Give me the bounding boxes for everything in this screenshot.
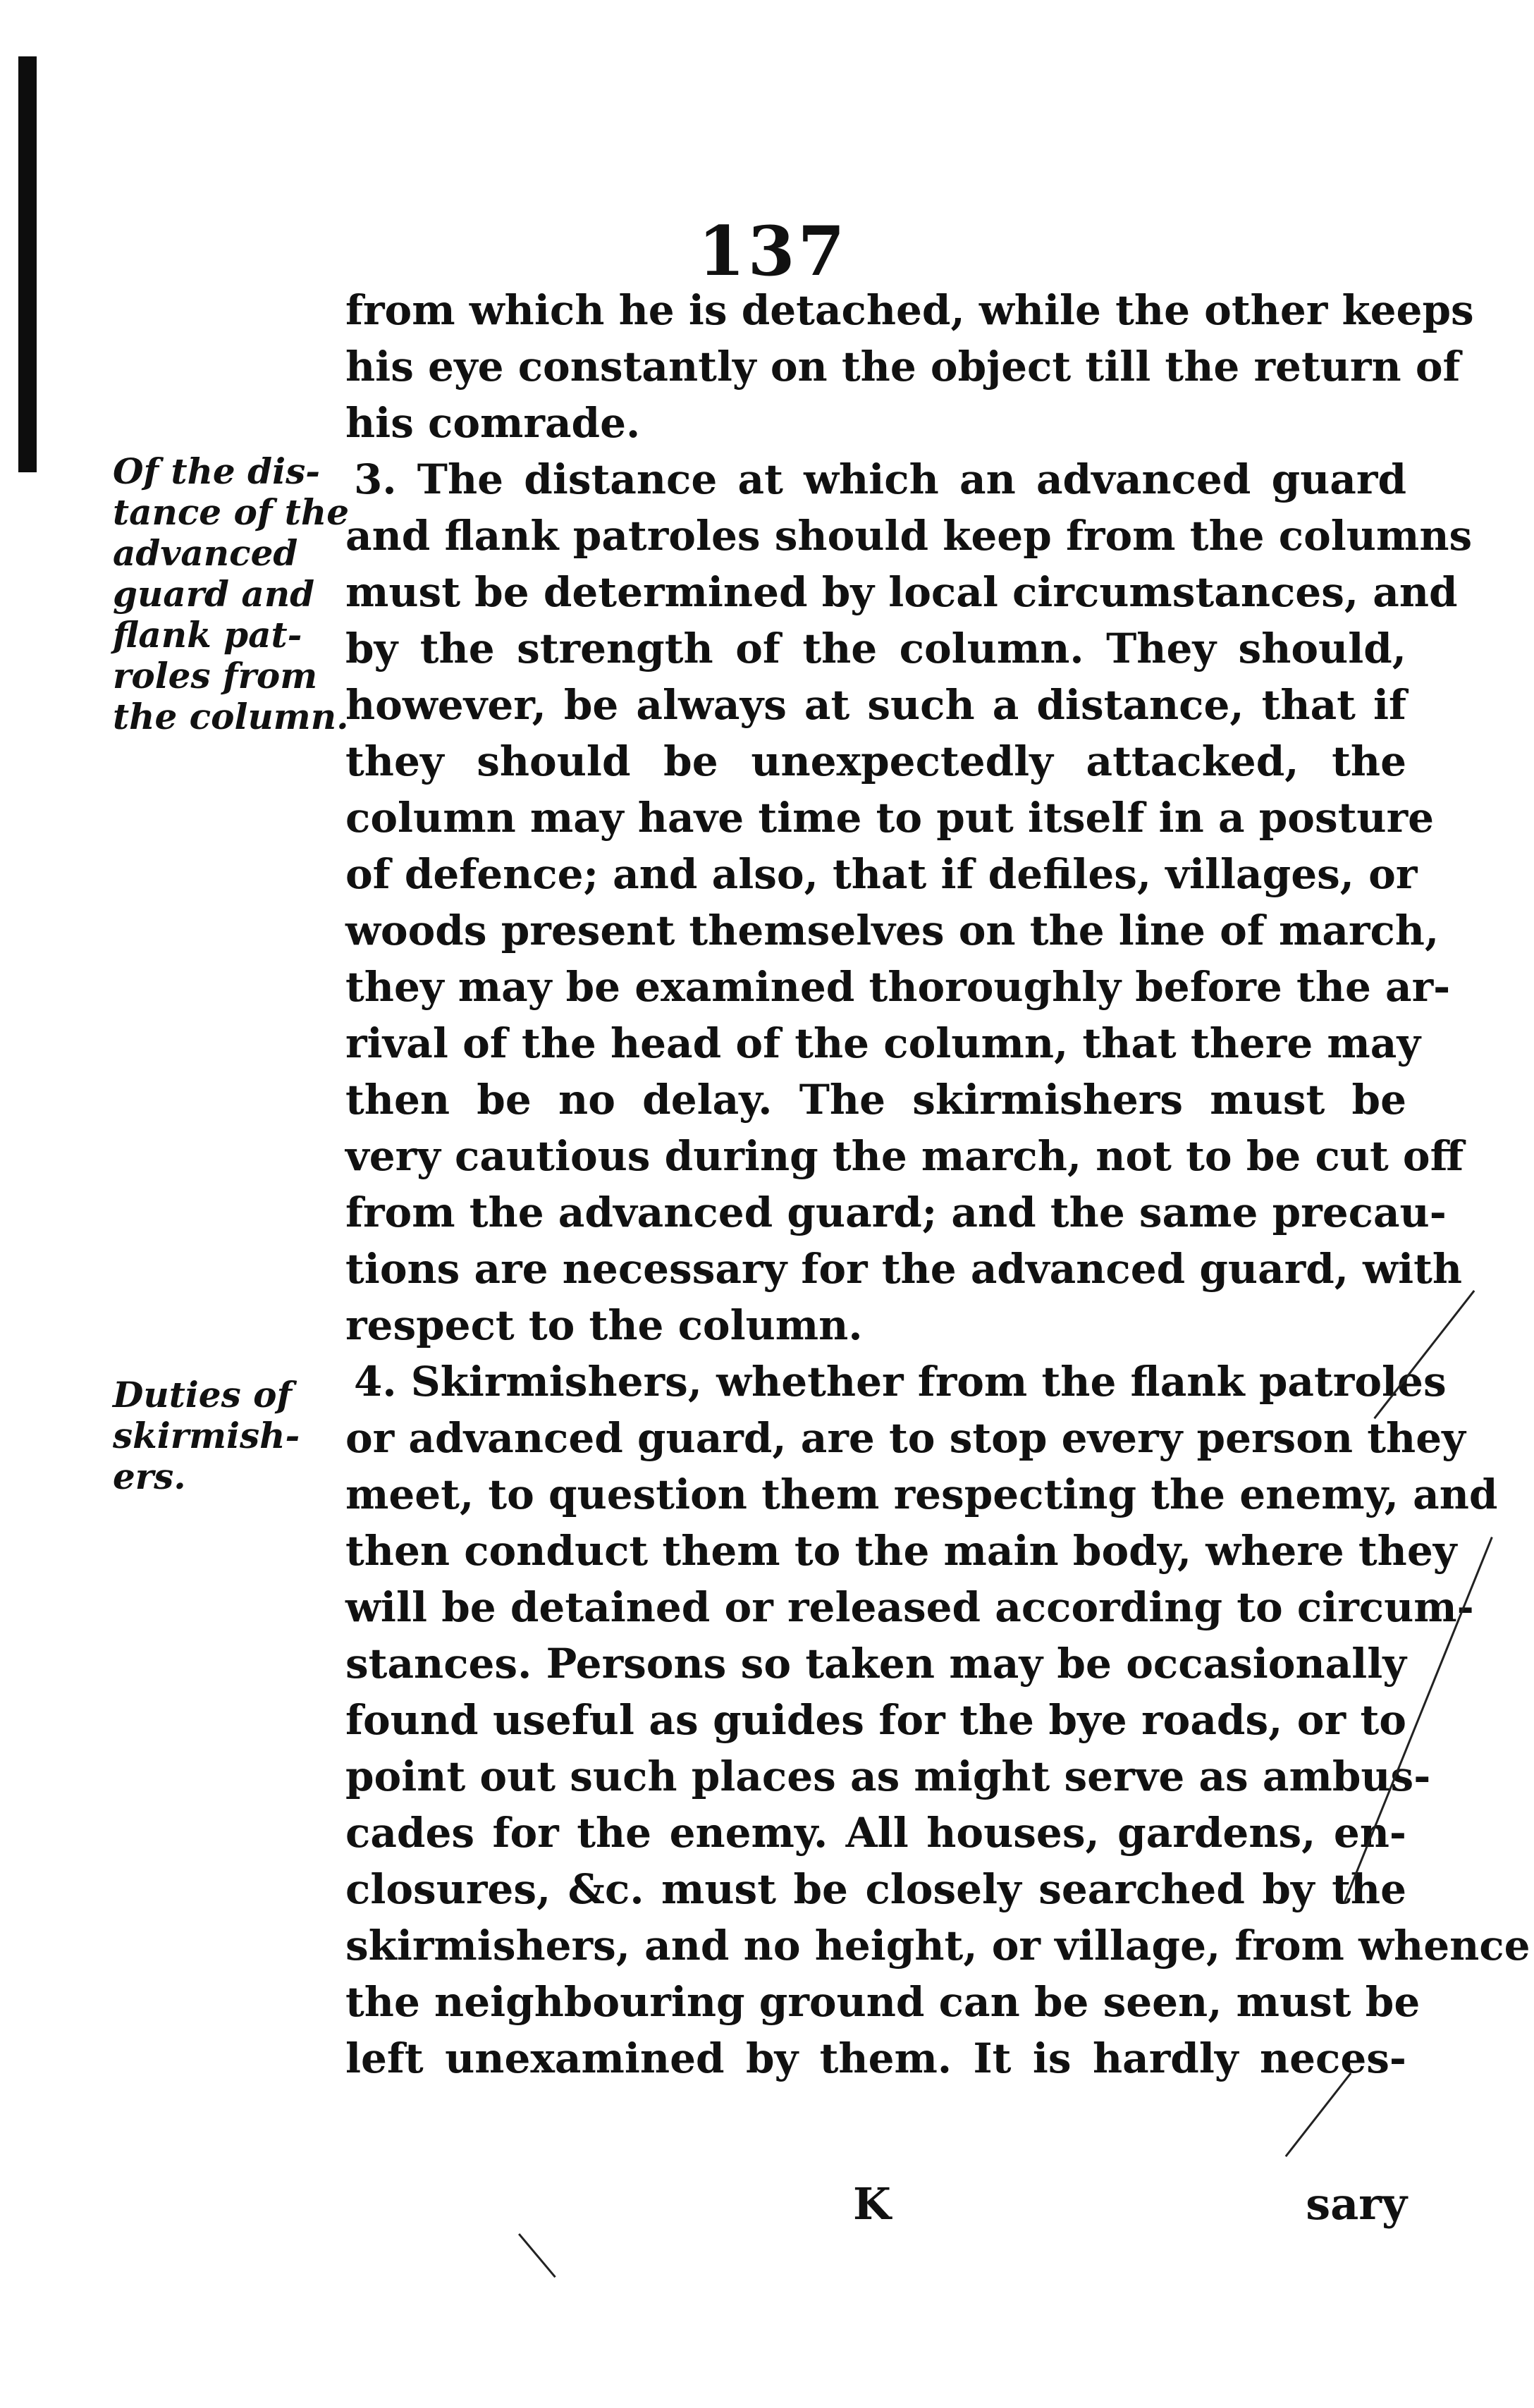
text-line: meet, to question them respecting the enemy, and bbox=[345, 1470, 1498, 1518]
text-line: they should be unexpectedly attacked, the bbox=[345, 737, 1406, 785]
margin-note-line: tance of the bbox=[113, 491, 350, 533]
text-line: woods present themselves on the line of march, bbox=[345, 907, 1440, 954]
margin-note-distance bbox=[113, 451, 349, 737]
margin-note-line: guard and bbox=[113, 573, 315, 615]
margin-note-line: ers. bbox=[113, 1456, 186, 1497]
text-line: by the strength of the column. They should, bbox=[345, 625, 1406, 672]
catchword: sary bbox=[1306, 2178, 1407, 2230]
text-line: however, be always at such a distance, that if bbox=[345, 681, 1406, 729]
margin-note-line: flank pat- bbox=[113, 614, 302, 656]
margin-note-line: the column. bbox=[113, 696, 349, 737]
text-line: the neighbouring ground can be seen, must be bbox=[345, 1978, 1421, 2026]
text-line: 4. Skirmishers, whether from the flank patroles bbox=[354, 1358, 1447, 1406]
text-line: from the advanced guard; and the same precau- bbox=[345, 1188, 1447, 1236]
margin-note-line: advanced bbox=[113, 532, 298, 574]
margin-note-line: Duties of bbox=[113, 1374, 293, 1415]
text-line: skirmishers, and no height, or village, from whence bbox=[345, 1922, 1530, 1970]
text-line: tions are necessary for the advanced guard, with bbox=[345, 1245, 1463, 1293]
text-line: his comrade. bbox=[345, 399, 641, 447]
ink-scratch bbox=[518, 2233, 556, 2278]
text-line: then conduct them to the main body, where they bbox=[345, 1527, 1457, 1575]
text-line: 3. The distance at which an advanced guard bbox=[354, 455, 1406, 503]
text-line: from which he is detached, while the other keeps bbox=[345, 286, 1474, 334]
text-line: his eye constantly on the object till the return of bbox=[345, 343, 1461, 391]
page-number: 137 bbox=[698, 211, 848, 291]
text-line: closures, &c. must be closely searched by the bbox=[345, 1865, 1406, 1913]
text-line: then be no delay. The skirmishers must be bbox=[345, 1076, 1406, 1124]
text-line: or advanced guard, are to stop every person they bbox=[345, 1414, 1466, 1462]
text-line: column may have time to put itself in a posture bbox=[345, 794, 1435, 842]
margin-note-duties bbox=[113, 1375, 349, 1497]
text-line: must be determined by local circumstances, and bbox=[345, 568, 1458, 616]
text-line: respect to the column. bbox=[345, 1301, 863, 1349]
binding-edge-shadow bbox=[18, 56, 37, 472]
body-text bbox=[345, 282, 1530, 2087]
margin-note-line: roles from bbox=[113, 655, 318, 696]
margin-note-line: Of the dis- bbox=[113, 450, 320, 492]
margin-note-line: skirmish- bbox=[113, 1415, 300, 1456]
text-line: stances. Persons so taken may be occasionally bbox=[345, 1640, 1406, 1688]
signature-mark: K bbox=[853, 2178, 891, 2230]
text-line: point out such places as might serve as ambus- bbox=[345, 1752, 1431, 1800]
text-line: and flank patroles should keep from the columns bbox=[345, 512, 1473, 560]
text-line: very cautious during the march, not to be cut off bbox=[345, 1132, 1464, 1180]
text-line: will be detained or released according to circum- bbox=[345, 1583, 1474, 1631]
text-line: rival of the head of the column, that there may bbox=[345, 1019, 1421, 1067]
text-line: left unexamined by them. It is hardly neces- bbox=[345, 2034, 1406, 2082]
text-line: of defence; and also, that if defiles, villages, or bbox=[345, 850, 1418, 898]
text-line: found useful as guides for the bye roads, or to bbox=[345, 1696, 1406, 1744]
text-line: cades for the enemy. All houses, gardens, en- bbox=[345, 1809, 1406, 1857]
text-line: they may be examined thoroughly before the ar- bbox=[345, 963, 1451, 1011]
